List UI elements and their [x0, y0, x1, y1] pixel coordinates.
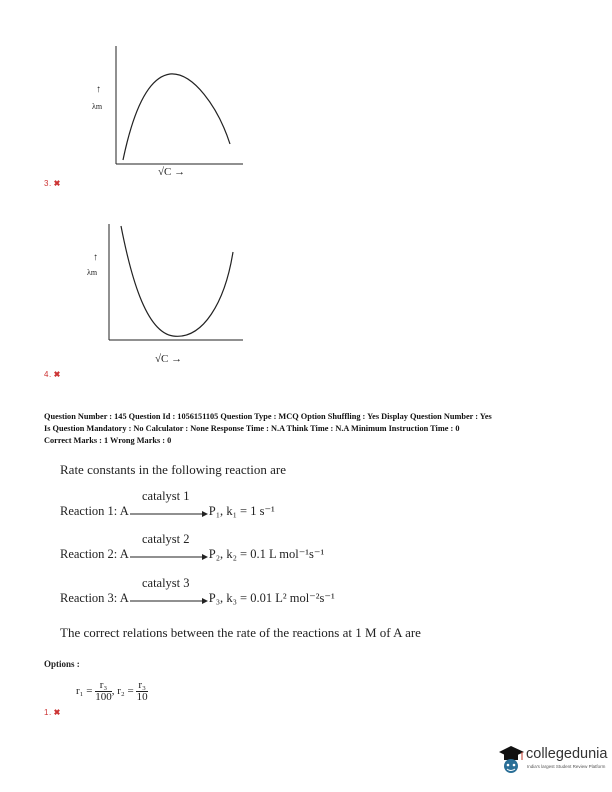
graph-3-y-arrow: ↑	[96, 84, 101, 95]
graph-4-curve	[121, 226, 233, 336]
reaction-1	[60, 489, 275, 519]
reaction-3	[60, 576, 335, 606]
wrong-mark-icon: ✖	[53, 370, 61, 379]
fraction-numerator: r₃	[95, 680, 112, 692]
graph-4-x-label: √C →	[155, 353, 183, 365]
reaction-reactant: A	[119, 591, 129, 605]
reaction-label: Reaction 3:	[60, 591, 118, 605]
question-ask: The correct relations between the rate of the reactions at 1 M of A are	[60, 625, 421, 640]
arrow-icon	[130, 553, 208, 561]
reaction-arrow	[130, 489, 190, 519]
reaction-catalyst: catalyst 3	[141, 576, 190, 591]
reaction-arrow	[130, 576, 190, 606]
reaction-catalyst: catalyst 1	[141, 489, 190, 504]
option-1-formula	[76, 680, 148, 703]
reaction-label: Reaction 2:	[60, 547, 118, 561]
option-1-lhs-2: r₂ =	[117, 685, 134, 698]
question-meta	[44, 411, 584, 447]
question-intro: Rate constants in the following reaction are	[60, 462, 286, 477]
reaction-product: P₃,	[208, 591, 224, 605]
logo-brand: collegedunia	[526, 746, 608, 762]
fraction	[95, 680, 112, 703]
wrong-mark-icon: ✖	[53, 708, 61, 717]
option-1-separator: ,	[111, 685, 115, 698]
graph-4-svg	[85, 222, 250, 372]
graph-option-3	[88, 42, 248, 192]
graph-3-y-label: λm	[92, 102, 103, 111]
graph-option-4	[85, 222, 250, 372]
reaction-2	[60, 532, 325, 562]
arrow-icon	[130, 510, 208, 518]
option-1-marker	[44, 708, 61, 717]
options-label: Options :	[44, 659, 80, 669]
wrong-mark-icon: ✖	[53, 179, 61, 188]
graph-4-y-label: λm	[87, 268, 98, 277]
reaction-label: Reaction 1:	[60, 504, 118, 518]
option-1-number: 1.	[44, 708, 52, 717]
graph-4-y-arrow: ↑	[93, 252, 98, 263]
reaction-rate-constant: k₁ = 1 s⁻¹	[226, 504, 275, 518]
collegedunia-logo	[497, 742, 608, 781]
logo-tagline: India's largest Student Review Platform	[527, 764, 606, 769]
fraction-denominator: 100	[95, 691, 112, 703]
reaction-product: P₁,	[208, 504, 224, 518]
reaction-arrow	[130, 532, 190, 562]
reaction-catalyst: catalyst 2	[141, 532, 190, 547]
graph-3-x-label: √C →	[158, 166, 186, 178]
reaction-reactant: A	[119, 547, 129, 561]
reaction-reactant: A	[119, 504, 129, 518]
reaction-rate-constant: k₃ = 0.01 L² mol⁻²s⁻¹	[226, 591, 335, 605]
question-meta-line-1: Question Number : 145 Question Id : 1056151105 Question Type : MCQ Option Shuffling : Yes Display Question Number : Yes	[44, 412, 492, 421]
option-3-number: 3.	[44, 179, 52, 188]
reaction-product: P₂,	[208, 547, 224, 561]
question-marks: Correct Marks : 1 Wrong Marks : 0	[44, 436, 172, 445]
fraction-denominator: 10	[136, 691, 148, 703]
option-1-lhs-1: r₁ =	[76, 685, 93, 698]
option-3-marker	[44, 179, 61, 188]
arrow-icon	[130, 597, 208, 605]
fraction-numerator: r₃	[138, 679, 146, 691]
reaction-rate-constant: k₂ = 0.1 L mol⁻¹s⁻¹	[226, 547, 325, 561]
option-4-marker	[44, 370, 61, 379]
fraction	[136, 680, 148, 703]
graduation-cap-icon	[497, 742, 525, 776]
graph-3-curve	[123, 74, 230, 160]
option-4-number: 4.	[44, 370, 52, 379]
question-meta-line-2: Is Question Mandatory : No Calculator : None Response Time : N.A Think Time : N.A Minimum Instruction Time : 0	[44, 424, 460, 433]
